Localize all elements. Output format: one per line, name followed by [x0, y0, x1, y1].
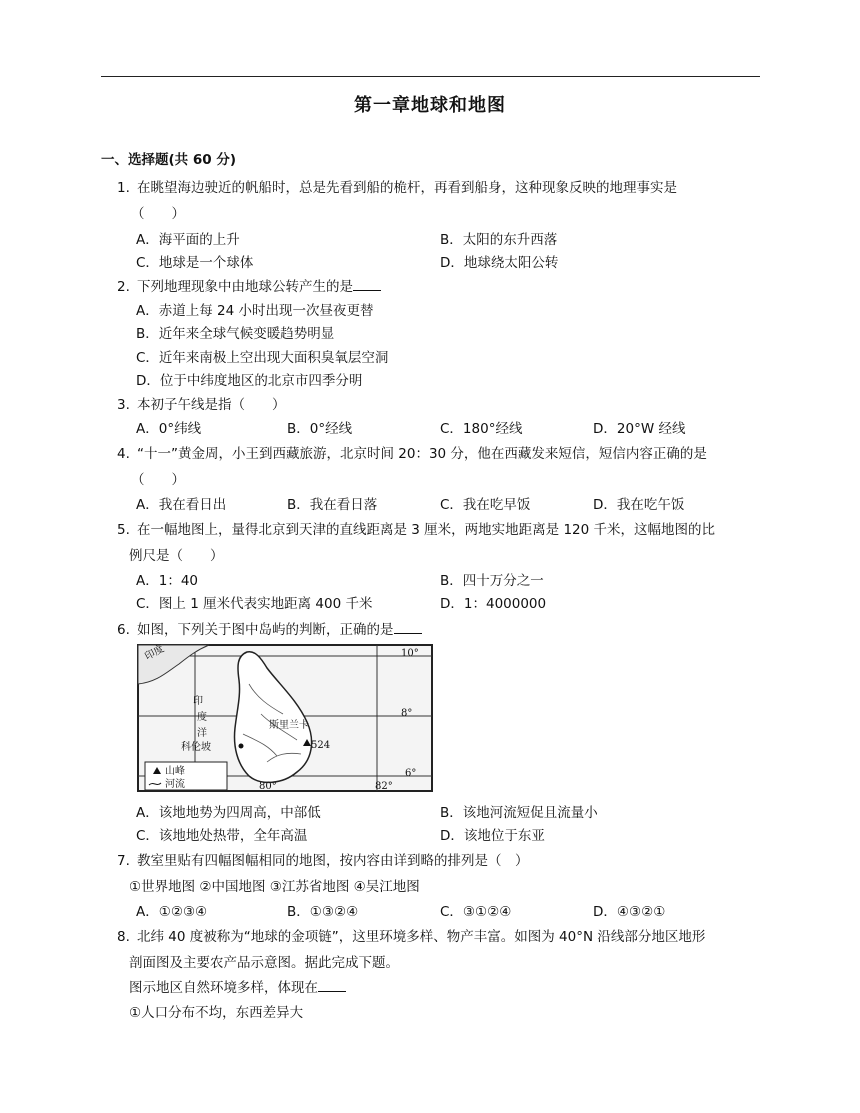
question-number: 1.	[117, 180, 130, 196]
lon-label-left: 80°	[259, 781, 277, 792]
option-c: C．③①②④	[440, 904, 512, 920]
label-ocean-3: 洋	[197, 728, 207, 739]
question-3	[117, 393, 286, 413]
option-a: A．1：40	[136, 573, 199, 589]
option-c: C．180°经线	[440, 421, 523, 437]
question-number: 4.	[117, 446, 130, 462]
lat-label-top: 10°	[401, 648, 419, 659]
option-d: D．位于中纬度地区的北京市四季分明	[136, 373, 363, 389]
option-d: D．④③②①	[593, 904, 666, 920]
question-number: 5.	[117, 522, 130, 538]
question-text-continued: 剖面图及主要农产品示意图。据此完成下题。	[129, 955, 399, 971]
question-6	[117, 618, 422, 638]
top-rule	[101, 76, 760, 77]
question-number: 2.	[117, 279, 130, 295]
label-peak: 524	[311, 740, 331, 751]
question-subprompt	[129, 976, 346, 996]
label-ocean-1: 印	[193, 696, 203, 707]
option-d: D．该地位于东亚	[440, 828, 545, 844]
option-b: B．太阳的东升西落	[440, 232, 558, 248]
question-number: 8.	[117, 929, 130, 945]
option-c: C．近年来南极上空出现大面积臭氧层空洞	[136, 350, 389, 366]
question-text: 北纬 40 度被称为“地球的金项链”，这里环境多样、物产丰富。如图为 40°N 沿线部分地区地形	[137, 929, 706, 945]
option-b: B．该地河流短促且流量小	[440, 805, 598, 821]
label-region: 斯里兰卡	[269, 720, 309, 731]
option-a: A．该地地势为四周高，中部低	[136, 805, 321, 821]
label-city: 科伦坡	[181, 742, 211, 753]
option-a: A．我在看日出	[136, 497, 227, 513]
question-7	[117, 849, 529, 869]
option-d: D．20°W 经线	[593, 421, 686, 437]
question-1	[117, 176, 677, 196]
question-text: 下列地理现象中由地球公转产生的是	[137, 279, 353, 295]
lon-label-right: 82°	[375, 781, 393, 792]
lat-label-mid: 8°	[401, 708, 413, 719]
option-a: A．①②③④	[136, 904, 208, 920]
section-heading: 一、选择题(共 60 分)	[101, 152, 237, 168]
label-ocean-2: 度	[197, 712, 207, 723]
option-b: B．四十万分之一	[440, 573, 544, 589]
answer-blank	[353, 278, 381, 291]
question-text: 在一幅地图上，量得北京到天津的直线距离是 3 厘米，两地实地距离是 120 千米，这幅地图的比	[137, 522, 716, 538]
option-b: B．我在看日落	[287, 497, 378, 513]
legend-river: 河流	[165, 779, 185, 790]
option-b: B．①③②④	[287, 904, 359, 920]
question-5	[117, 518, 715, 538]
question-text: “十一”黄金周，小王到西藏旅游，北京时间 20：30 分，他在西藏发来短信，短信内容正确的是	[137, 446, 707, 462]
option-d: D．1：4000000	[440, 596, 547, 612]
subprompt-text: 图示地区自然环境多样，体现在	[129, 980, 318, 996]
label-india: 印度	[143, 644, 167, 663]
question-8	[117, 925, 705, 945]
option-a: A．0°纬线	[136, 421, 202, 437]
question-4	[117, 442, 707, 462]
lat-label-bottom: 6°	[405, 768, 417, 779]
option-b: B．近年来全球气候变暖趋势明显	[136, 326, 335, 342]
option-c: C．我在吃早饭	[440, 497, 531, 513]
option-c: C．图上 1 厘米代表实地距离 400 千米	[136, 596, 373, 612]
option-c: C．该地地处热带，全年高温	[136, 828, 308, 844]
question-text: 教室里贴有四幅图幅相同的地图，按内容由详到略的排列是（ ）	[137, 853, 529, 869]
question-number: 7.	[117, 853, 130, 869]
option-d: D．地球绕太阳公转	[440, 255, 559, 271]
answer-blank	[318, 979, 346, 992]
question-paren: （ ）	[131, 472, 185, 488]
question-item-1: ①人口分布不均，东西差异大	[129, 1005, 304, 1021]
option-b: B．0°经线	[287, 421, 353, 437]
question-paren: （ ）	[131, 206, 185, 222]
question-text: 本初子午线是指（ ）	[137, 397, 286, 413]
option-a: A．赤道上每 24 小时出现一次昼夜更替	[136, 303, 374, 319]
question-number: 3.	[117, 397, 130, 413]
question-text: 如图，下列关于图中岛屿的判断，正确的是	[137, 622, 394, 638]
question-items: ①世界地图 ②中国地图 ③江苏省地图 ④吴江地图	[129, 879, 420, 895]
option-a: A．海平面的上升	[136, 232, 240, 248]
question-2	[117, 275, 381, 295]
legend-peak: 山峰	[165, 766, 185, 777]
question-number: 6.	[117, 622, 130, 638]
option-c: C．地球是一个球体	[136, 255, 254, 271]
answer-blank	[394, 621, 422, 634]
option-d: D．我在吃午饭	[593, 497, 685, 513]
question-text-continued: 例尺是（ ）	[129, 548, 224, 564]
sri-lanka-map	[137, 644, 433, 792]
page-title: 第一章地球和地图	[354, 95, 506, 116]
city-marker	[239, 744, 244, 749]
question-text: 在眺望海边驶近的帆船时，总是先看到船的桅杆，再看到船身，这种现象反映的地理事实是	[137, 180, 677, 196]
